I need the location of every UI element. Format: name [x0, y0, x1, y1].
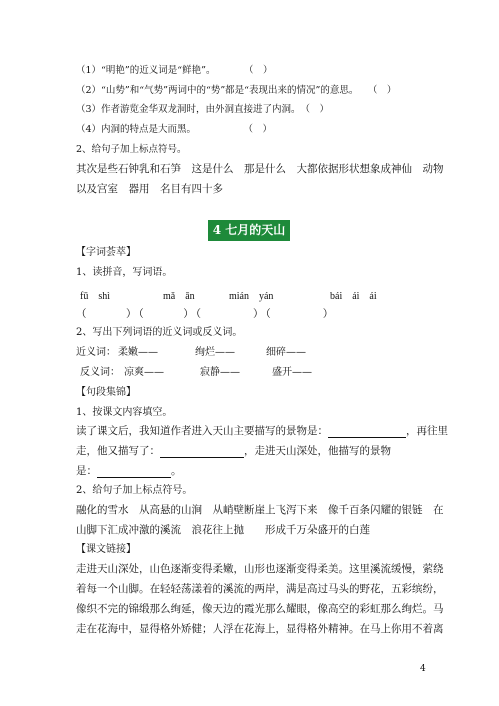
- question-3: （3）作者游览金华双龙洞时，由外洞直接进了内洞。 （ ）: [76, 104, 330, 115]
- fill-question-label: 1、按课文内容填空。: [76, 407, 173, 418]
- paragraph-line-2: 着每一个山脚。在轻轻荡漾着的溪流的两岸，满是高过马头的野花，五彩缤纷，: [76, 583, 444, 595]
- synonym-label: 近义词：: [76, 347, 116, 358]
- fill-line-3-text: 是：: [76, 465, 97, 477]
- antonym-word-2: 寂静——: [200, 367, 240, 378]
- pinyin-answer-parens[interactable]: （ ）（ ）（ ）（ ）: [76, 308, 336, 320]
- section-words: 【字词荟萃】: [76, 247, 136, 258]
- fill-line-3-tail: 。: [171, 465, 182, 477]
- fill-blank-1[interactable]: [328, 426, 406, 438]
- antonym-label: 反义词：: [80, 367, 120, 378]
- fill-line-3: [76, 464, 182, 478]
- fill-line-2-text: 走，他又描写了：: [76, 445, 160, 457]
- lesson-title: 4 七月的天山: [208, 220, 290, 241]
- q2-text-line-2: 以及宫室 器用 名目有四十多: [76, 183, 223, 195]
- paragraph-line-3: 像织不完的锦缎那么绚延，像天边的霞光那么耀眼，像高空的彩虹那么绚烂。马: [76, 603, 444, 615]
- antonym-word-3: 盛开——: [272, 367, 312, 378]
- fill-blank-3[interactable]: [97, 466, 171, 478]
- pinyin-2: mǎ ān: [163, 291, 195, 302]
- synonym-word-1: 柔嫩——: [118, 347, 158, 358]
- fill-line-1-tail: ，再往里: [406, 425, 448, 437]
- fill-line-1-text: 读了课文后，我知道作者进入天山主要描写的景物是：: [76, 425, 328, 437]
- paragraph-line-1: 走进天山深处，山色逐渐变得柔嫩，山形也逐渐变得柔美。这里溪流缓慢，萦绕: [76, 563, 444, 575]
- pinyin-3: mián yán: [229, 291, 274, 302]
- fill-line-1: [76, 424, 448, 438]
- punctuation-line-2: 山脚下汇成冲激的溪流 浪花往上抛 形成千万朵盛开的白莲: [76, 524, 370, 536]
- punctuation-question-label: 2、给句子加上标点符号。: [76, 485, 193, 496]
- q2-label: 2、给句子加上标点符号。: [76, 144, 187, 155]
- synonym-word-2: 绚烂——: [195, 347, 235, 358]
- page-number: 4: [420, 664, 426, 674]
- q2-text-line-1: 其次是些石钟乳和石笋 这是什么 那是什么 大都依据形状想象成神仙 动物: [76, 163, 444, 175]
- pinyin-1: fū shì: [80, 291, 110, 302]
- paragraph-line-4: 走在花海中，显得格外矫健；人浮在花海上，显得格外精神。在马上你用不着离: [76, 623, 444, 635]
- pinyin-4: bái ái ái: [330, 291, 377, 302]
- section-sentences: 【句段集锦】: [76, 387, 136, 398]
- fill-line-2: [76, 444, 391, 458]
- question-4: （4）内洞的特点是大而黑。 （ ）: [76, 124, 273, 135]
- antonym-word-1: 凉爽——: [124, 367, 164, 378]
- synonym-word-3: 细碎——: [266, 347, 306, 358]
- pinyin-question-label: 1、读拼音，写词语。: [76, 267, 173, 278]
- fill-line-2-tail: ，走进天山深处，他描写的景物: [244, 445, 391, 457]
- fill-blank-2[interactable]: [160, 446, 244, 458]
- question-2: （2）“山势”和“气势”两词中的“势”都是“表现出来的情况”的意思。 （ ）: [76, 85, 397, 96]
- synonym-question-label: 2、写出下列词语的近义词或反义词。: [76, 327, 243, 338]
- punctuation-line-1: 融化的雪水 从高悬的山涧 从峭壁断崖上飞泻下来 像千百条闪耀的银链 在: [76, 504, 444, 516]
- section-text-link: 【课文链接】: [76, 544, 136, 555]
- question-1: （1）“明艳”的近义词是“鲜艳”。 （ ）: [76, 65, 273, 76]
